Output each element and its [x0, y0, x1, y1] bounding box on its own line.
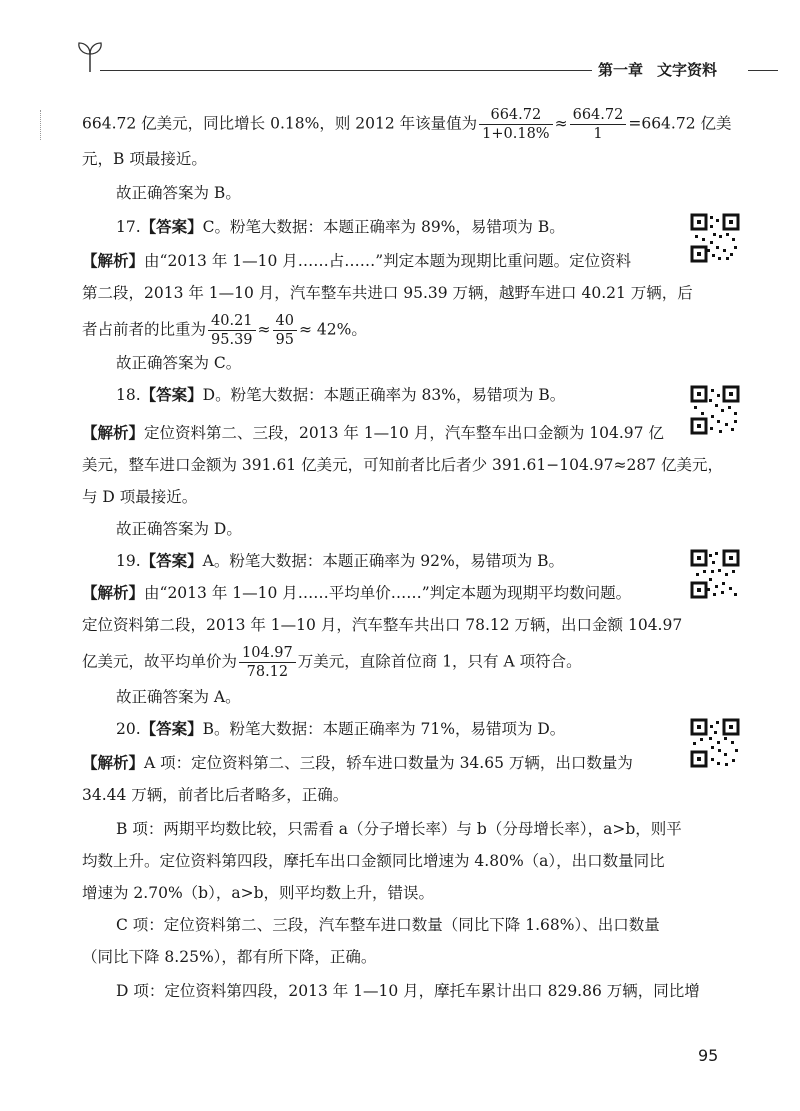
text-span: ≈ 42%。: [298, 320, 367, 339]
text-line: 与 D 项最接近。: [82, 488, 198, 506]
question-20-answer: [116, 718, 565, 740]
text-line: [82, 250, 631, 272]
fraction-denominator: 78.12: [246, 664, 289, 680]
text-span: 亿美元，故平均单价为: [82, 652, 238, 671]
sprout-icon: [76, 40, 104, 74]
text-span: 者占前者的比重为: [82, 320, 207, 339]
answer-tag: 【答案】: [140, 386, 203, 404]
text-line: 定位资料第二段，2013 年 1—10 月，汽车整车共出口 78.12 万辆，出口金额 104.97: [82, 616, 683, 634]
text-span: B。粉笔大数据：本题正确率为 71%，易错项为 D。: [202, 720, 566, 738]
text-span: 664.72 亿美元，同比增长 0.18%，则 2012 年该量值为: [82, 114, 478, 133]
qr-code-18[interactable]: [690, 385, 740, 435]
qr-code-icon: [690, 718, 740, 768]
answer-line: 故正确答案为 B。: [116, 184, 241, 202]
question-17-answer: [116, 216, 565, 238]
text-line: 元，B 项最接近。: [82, 150, 207, 168]
text-line: 第二段，2013 年 1—10 月，汽车整车共进口 95.39 万辆，越野车进口 40.21 万辆，后: [82, 284, 693, 302]
analysis-tag: 【解析】: [82, 754, 145, 772]
fraction-denominator: 95: [275, 332, 294, 348]
fraction-numerator: 40: [273, 312, 297, 331]
text-line: [82, 752, 633, 774]
question-18-answer: [116, 384, 565, 406]
text-span: 万美元，直除首位商 1，只有 A 项符合。: [297, 652, 582, 671]
answer-line: 故正确答案为 D。: [116, 520, 242, 538]
text-line: [82, 422, 664, 444]
text-span: D。粉笔大数据：本题正确率为 83%，易错项为 B。: [202, 386, 566, 404]
qr-code-icon: [690, 385, 740, 435]
text-span: 由“2013 年 1—10 月……平均单价……”判定本题为现期平均数问题。: [144, 584, 632, 602]
qr-code-19[interactable]: [690, 549, 740, 599]
fraction-numerator: 40.21: [208, 312, 256, 331]
header-rule-left: [100, 70, 592, 71]
question-19-answer: [116, 550, 564, 572]
fraction-numerator: 664.72: [570, 106, 627, 125]
fraction-numerator: 664.72: [479, 106, 552, 125]
answer-line: 故正确答案为 A。: [116, 688, 241, 706]
fraction-denominator: 95.39: [211, 332, 253, 348]
qr-code-17[interactable]: [690, 213, 740, 263]
fraction: [273, 312, 297, 349]
text-line: 34.44 万辆，前者比后者略多，正确。: [82, 786, 349, 804]
header-rule-right: [748, 70, 778, 71]
text-line: [82, 644, 582, 681]
text-line: 均数上升。定位资料第四段，摩托车出口金额同比增速为 4.80%（a），出口数量同比: [82, 852, 665, 870]
text-line: C 项：定位资料第二、三段，汽车整车进口数量（同比下降 1.68%）、出口数量: [116, 916, 660, 934]
answer-tag: 【答案】: [140, 720, 203, 738]
text-line: 增速为 2.70%（b），a>b，则平均数上升，错误。: [82, 884, 434, 902]
chapter-title: [598, 59, 717, 80]
analysis-tag: 【解析】: [82, 424, 145, 442]
question-number: 20.: [116, 720, 141, 738]
fraction: [570, 106, 627, 143]
text-line: D 项：定位资料第四段，2013 年 1—10 月，摩托车累计出口 829.86 万辆，同比增: [116, 982, 700, 1000]
question-number: 17.: [116, 218, 141, 236]
text-span: A 项：定位资料第二、三段，轿车进口数量为 34.65 万辆，出口数量为: [144, 754, 633, 772]
answer-line: 故正确答案为 C。: [116, 354, 242, 372]
analysis-tag: 【解析】: [82, 584, 145, 602]
approx-sign: ≈: [554, 114, 568, 133]
answer-tag: 【答案】: [140, 218, 203, 236]
fraction-denominator: 1: [593, 126, 603, 142]
section-label: 文字资料: [657, 61, 718, 79]
analysis-tag: 【解析】: [82, 252, 145, 270]
margin-marks: [40, 110, 45, 140]
fraction: [208, 312, 256, 349]
qr-code-20[interactable]: [690, 718, 740, 768]
text-line: （同比下降 8.25%），都有所下降，正确。: [82, 948, 377, 966]
text-line: [82, 312, 367, 349]
qr-code-icon: [690, 213, 740, 263]
text-line: 美元，整车进口金额为 391.61 亿美元，可知前者比后者少 391.61−104.97≈287 亿美元，: [82, 456, 723, 474]
fraction-denominator: 1+0.18%: [482, 126, 550, 142]
page-number: 95: [698, 1046, 719, 1065]
page-header: [0, 0, 800, 90]
text-span: =664.72 亿美: [628, 114, 732, 133]
fraction: [239, 644, 296, 681]
question-number: 19.: [116, 552, 141, 570]
qr-code-icon: [690, 549, 740, 599]
text-line: [82, 106, 732, 143]
text-line: [82, 582, 631, 604]
fraction-numerator: 104.97: [239, 644, 296, 663]
question-number: 18.: [116, 386, 141, 404]
text-span: 定位资料第二、三段，2013 年 1—10 月，汽车整车出口金额为 104.97 亿: [144, 424, 664, 442]
text-span: A。粉笔大数据：本题正确率为 92%，易错项为 B。: [202, 552, 565, 570]
text-span: C。粉笔大数据：本题正确率为 89%，易错项为 B。: [202, 218, 565, 236]
answer-tag: 【答案】: [140, 552, 203, 570]
fraction: [479, 106, 552, 143]
chapter-label: 第一章: [598, 61, 644, 79]
approx-sign: ≈: [257, 320, 271, 339]
text-span: 由“2013 年 1—10 月……占……”判定本题为现期比重问题。定位资料: [144, 252, 632, 270]
text-line: B 项：两期平均数比较，只需看 a（分子增长率）与 b（分母增长率），a>b，则平: [116, 820, 682, 838]
